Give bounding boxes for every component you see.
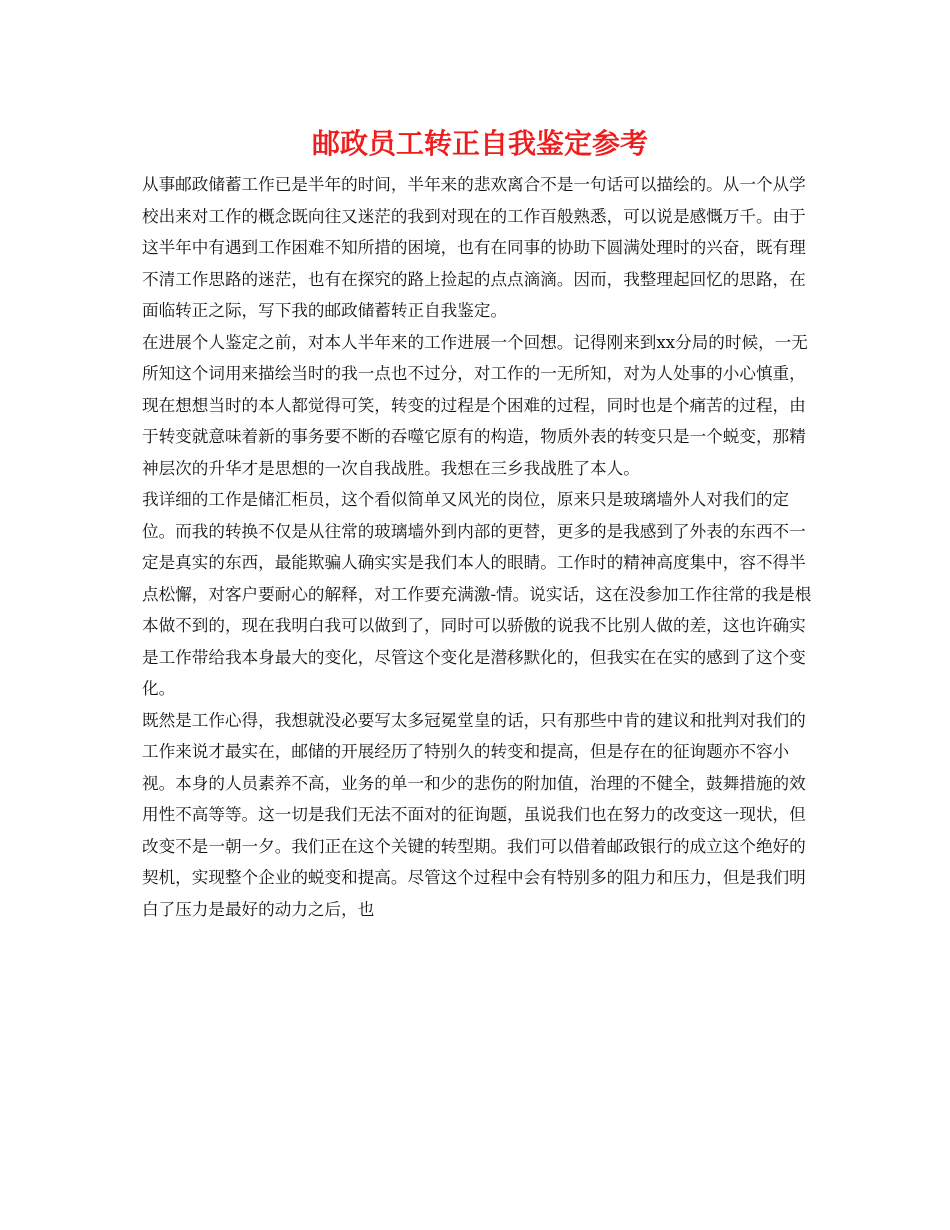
document-body — [142, 169, 818, 925]
paragraph-4: 既然是工作心得，我想就没必要写太多冠冕堂皇的话，只有那些中肯的建议和批判对我们的工作来说才最实在，邮储的开展经历了特别久的转变和提高，但是存在的征询题亦不容小视。本身的人员素养不高，业务的单一和少的悲伤的附加值，治理的不健全，鼓舞措施的效用性不高等等。这一切是我们无法不面对的征询题，虽说我们也在努力的改变这一现状，但改变不是一朝一夕。我们正在这个关键的转型期。我们可以借着邮政银行的成立这个绝好的契机，实现整个企业的蜕变和提高。尽管这个过程中会有特别多的阻力和压力，但是我们明白了压力是最好的动力之后，也 — [142, 710, 806, 919]
paragraph-2: 在进展个人鉴定之前，对本人半年来的工作进展一个回想。记得刚来到xx分局的时候，一无所知这个词用来描绘当时的我一点也不过分，对工作的一无所知，对为人处事的小心慎重，现在想想当时的本人都觉得可笑，转变的过程是个困难的过程，同时也是个痛苦的过程，由于转变就意味着新的事务要不断的吞噬它原有的构造，物质外表的转变只是一个蜕变，那精神层次的升华才是思想的一次自我战胜。我想在三乡我战胜了本人。 — [142, 332, 808, 478]
paragraph-1: 从事邮政储蓄工作已是半年的时间，半年来的悲欢离合不是一句话可以描绘的。从一个从学校出来对工作的概念既向往又迷茫的我到对现在的工作百般熟悉，可以说是感慨万千。由于这半年中有遇到工作困难不知所措的困境，也有在同事的协助下圆满处理时的兴奋，既有理不清工作思路的迷茫，也有在探究的路上捡起的点点滴滴。因而，我整理起回忆的思路，在面临转正之际，写下我的邮政储蓄转正自我鉴定。 — [142, 175, 806, 320]
document-title: 邮政员工转正自我鉴定参考 — [311, 127, 648, 160]
paragraph-3: 我详细的工作是储汇柜员，这个看似简单又风光的岗位，原来只是玻璃墙外人对我们的定位。而我的转换不仅是从往常的玻璃墙外到内部的更替，更多的是我感到了外表的东西不一定是真实的东西，最能欺骗人确实实是我们本人的眼睛。工作时的精神高度集中，容不得半点松懈，对客户要耐心的解释，对工作要充满激-情。说实话，这在没参加工作往常的我是根本做不到的，现在我明白我可以做到了，同时可以骄傲的说我不比别人做的差，这也许确实是工作带给我本身最大的变化，尽管这个变化是潜移默化的，但我实在在实的感到了这个变化。 — [142, 490, 812, 698]
